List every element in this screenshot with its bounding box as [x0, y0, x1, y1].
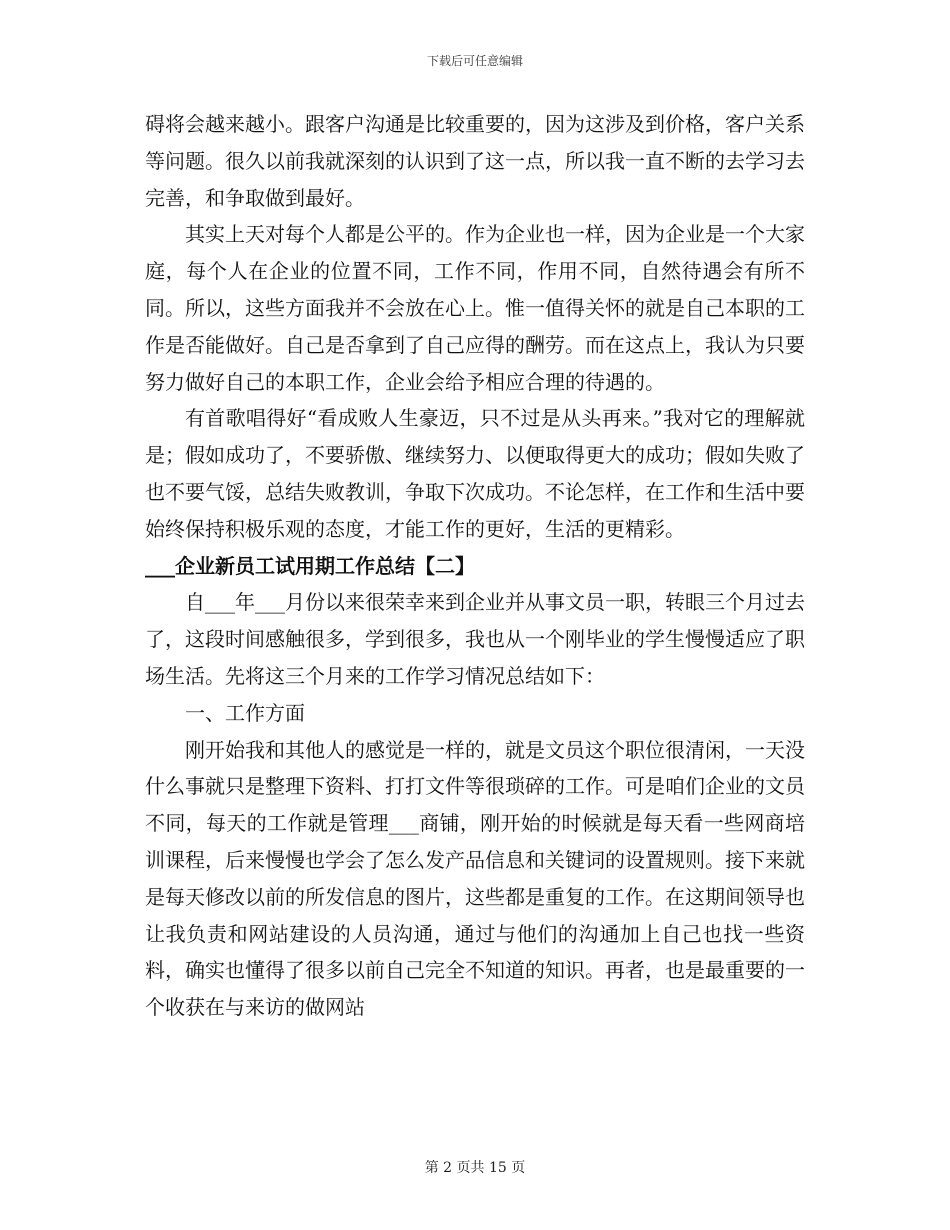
subheading: 一、工作方面 [185, 700, 305, 725]
paragraph: 自___年___月份以来很荣幸来到企业并从事文员一职，转眼三个月过去了，这段时间感触很多，学到很多，我也从一个刚毕业的学生慢慢适应了职场生活。先将这三个月来的工作学习情况总结如下： [145, 590, 805, 688]
paragraph: 有首歌唱得好“看成败人生豪迈，只不过是从头再来。”我对它的理解就是；假如成功了，不要骄傲、继续努力、以便取得更大的成功；假如失败了也不要气馁，总结失败教训，争取下次成功。不论怎样，在工作和生活中要始终保持积极乐观的态度，才能工作的更好，生活的更精彩。 [145, 406, 805, 541]
page-header: 下载后可任意编辑 [426, 54, 523, 68]
paragraph: 刚开始我和其他人的感觉是一样的，就是文员这个职位很清闲，一天没什么事就只是整理下资料、打打文件等很琐碎的工作。可是咱们企业的文员不同，每天的工作就是管理___商铺，刚开始的时候就是每天看一些网商培训课程，后来慢慢也学会了怎么发产品信息和关键词的设置规则。接下来就是每天修改以前的所发信息的图片，这些都是重复的工作。在这期间领导也让我负责和网站建设的人员沟通，通过与他们的沟通加上自己也找一些资料，确实也懂得了很多以前自己完全不知道的知识。再者，也是最重要的一个收获在与来访的做网站 [145, 737, 805, 1020]
paragraph: 其实上天对每个人都是公平的。作为企业也一样，因为企业是一个大家庭，每个人在企业的位置不同，工作不同，作用不同，自然待遇会有所不同。所以，这些方面我并不会放在心上。惟一值得关怀的就是自己本职的工作是否能做好。自己是否拿到了自己应得的酬劳。而在这点上，我认为只要努力做好自己的本职工作，企业会给予相应合理的待遇的。 [145, 222, 805, 394]
section-heading: ___企业新员工试用期工作总结【二】 [145, 553, 475, 578]
paragraph: 碍将会越来越小。跟客户沟通是比较重要的，因为这涉及到价格，客户关系等问题。很久以前我就深刻的认识到了这一点，所以我一直不断的去学习去完善，和争取做到最好。 [145, 112, 805, 210]
page-footer: 第 2 页共 15 页 [424, 1160, 526, 1176]
document-body [145, 106, 805, 1026]
